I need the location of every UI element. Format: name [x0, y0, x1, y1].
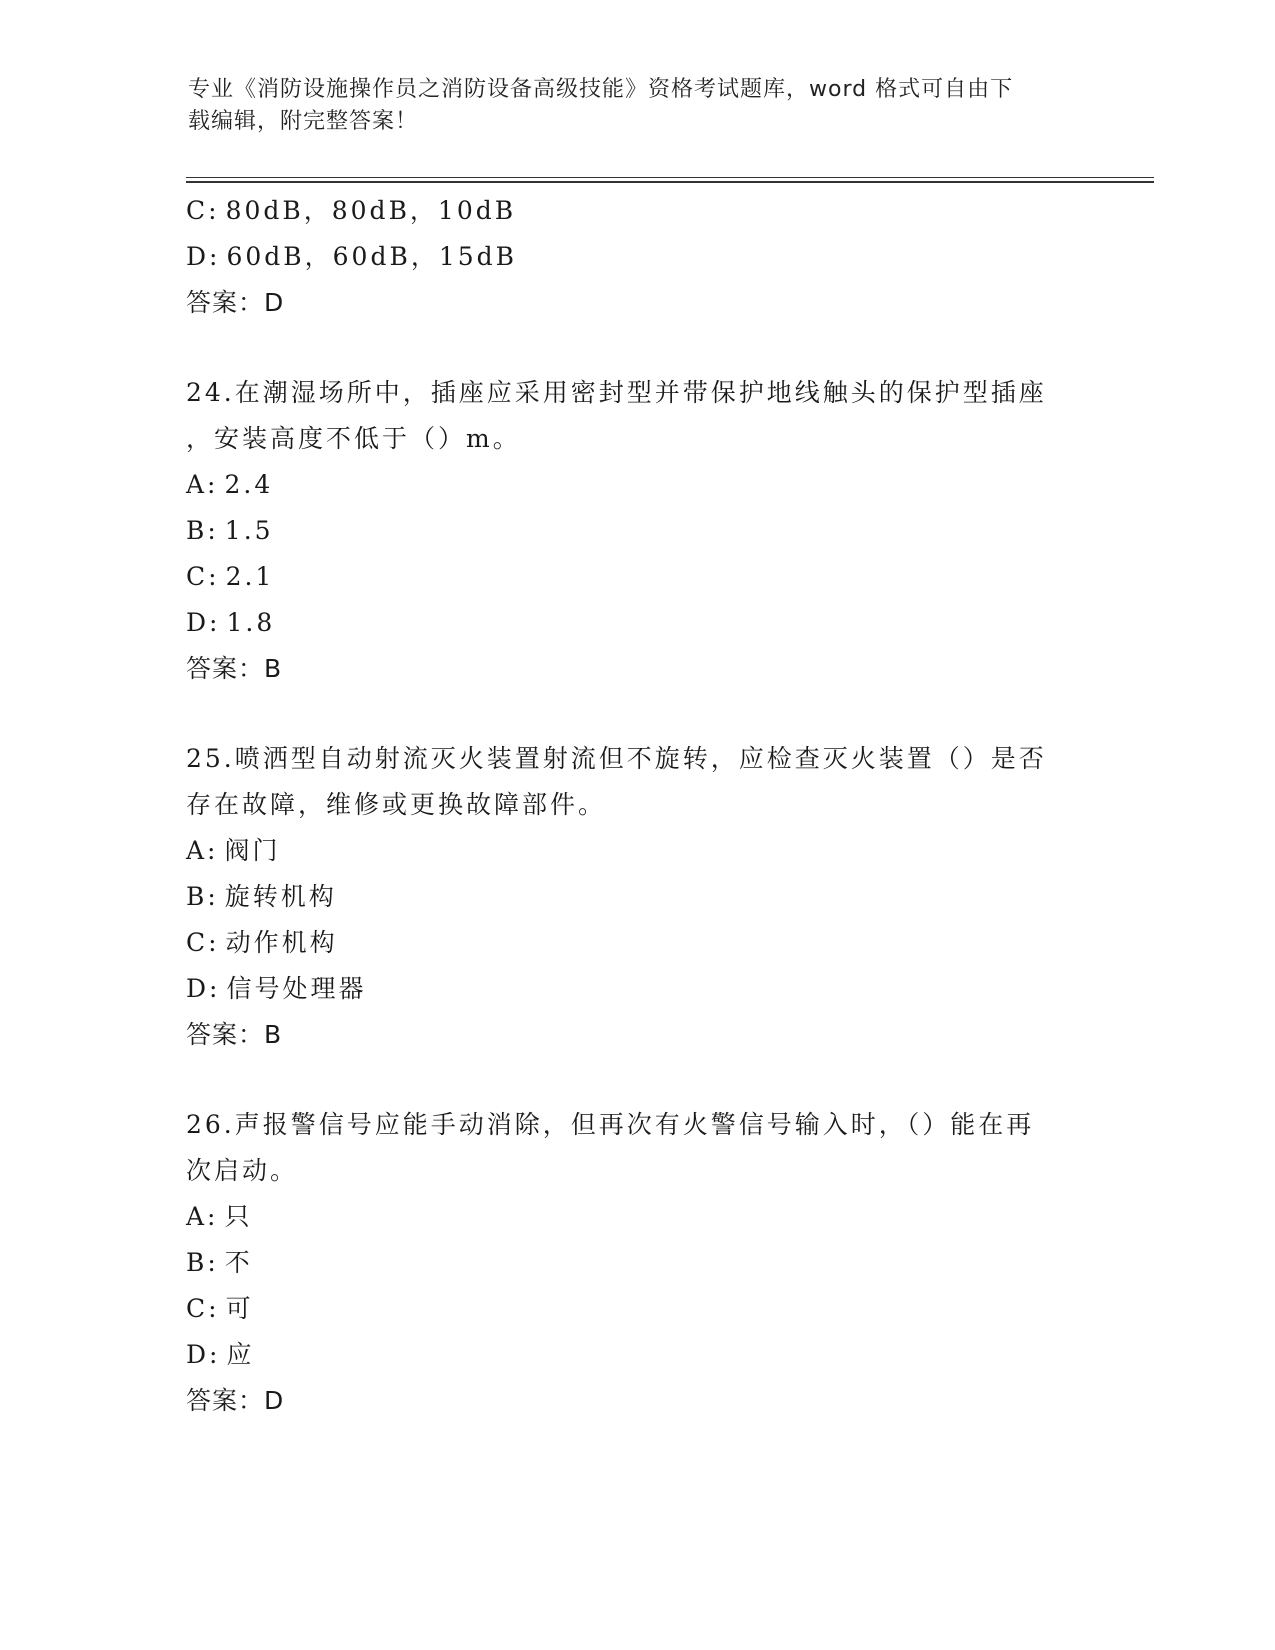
option-c: C: 2.1 — [186, 562, 275, 591]
question-stem-line: 次启动。 — [186, 1156, 299, 1185]
option-d: D: 60dB，60dB，15dB — [186, 242, 518, 271]
option-b: B: 旋转机构 — [186, 882, 337, 911]
option-b: B: 不 — [186, 1248, 253, 1277]
option-d: D: 1.8 — [186, 608, 276, 637]
question-stem-line: 25.喷洒型自动射流灭火装置射流但不旋转，应检查灭火装置（）是否 — [186, 744, 1047, 773]
question-23-continuation — [186, 188, 1086, 326]
option-a: A: 阀门 — [186, 836, 281, 865]
option-c: C: 动作机构 — [186, 928, 338, 957]
header-line-1: 专业《消防设施操作员之消防设备高级技能》资格考试题库，word 格式可自由下 — [188, 77, 1014, 102]
question-stem-line: 26.声报警信号应能手动消除，但再次有火警信号输入时，（）能在再 — [186, 1110, 1035, 1139]
question-stem-line: 24.在潮湿场所中，插座应采用密封型并带保护地线触头的保护型插座 — [186, 378, 1047, 407]
question-26 — [186, 1102, 1086, 1424]
question-24 — [186, 370, 1086, 692]
question-25 — [186, 736, 1086, 1058]
option-d: D: 应 — [186, 1340, 255, 1369]
option-a: A: 只 — [186, 1202, 253, 1231]
header-divider-thick — [186, 181, 1154, 183]
question-stem-line: 存在故障，维修或更换故障部件。 — [186, 790, 607, 819]
answer-line: 答案：D — [186, 1386, 285, 1415]
document-header — [188, 74, 1068, 138]
answer-line: 答案：B — [186, 654, 283, 683]
option-d: D: 信号处理器 — [186, 974, 367, 1003]
question-list — [186, 188, 1086, 1424]
option-b: B: 1.5 — [186, 516, 274, 545]
answer-line: 答案：D — [186, 288, 285, 317]
option-a: A: 2.4 — [186, 470, 274, 499]
question-stem-line: ，安装高度不低于（）m。 — [186, 424, 521, 453]
header-divider-thin — [186, 177, 1154, 178]
option-c: C: 80dB，80dB，10dB — [186, 196, 517, 225]
option-c: C: 可 — [186, 1294, 254, 1323]
answer-line: 答案：B — [186, 1020, 283, 1049]
header-line-2: 载编辑，附完整答案！ — [188, 109, 419, 134]
